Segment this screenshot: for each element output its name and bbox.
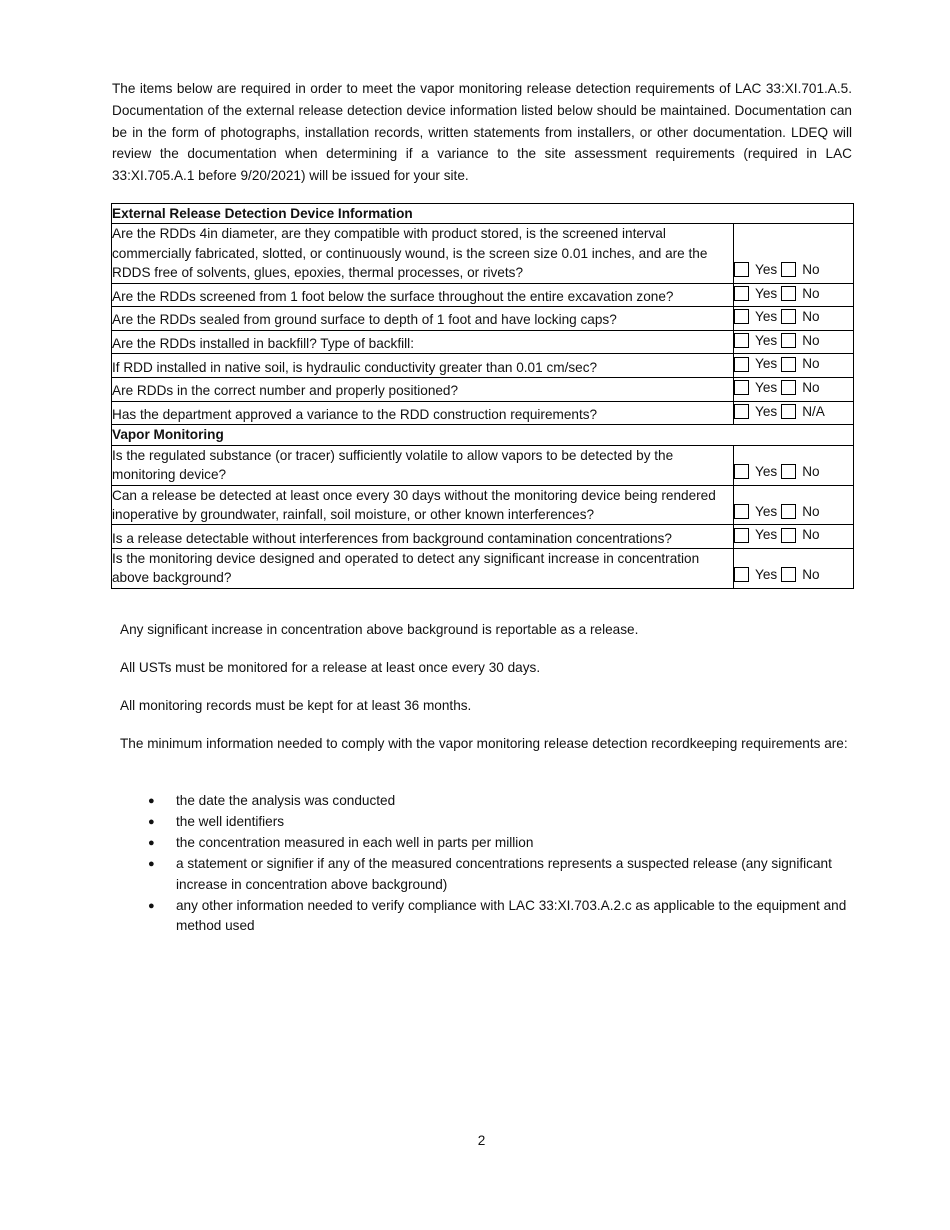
yes-checkbox[interactable] bbox=[734, 357, 749, 372]
no-label: No bbox=[802, 262, 820, 278]
answer-options bbox=[734, 548, 854, 588]
no-checkbox[interactable] bbox=[781, 286, 796, 301]
yes-checkbox[interactable] bbox=[734, 404, 749, 419]
bullet-icon: ● bbox=[148, 899, 155, 912]
yes-label: Yes bbox=[755, 380, 778, 396]
note-recordkeeping-intro: The minimum information needed to comply with the vapor monitoring release detection recordkeeping requirements are: bbox=[120, 736, 848, 751]
yes-checkbox[interactable] bbox=[734, 464, 749, 479]
table-row bbox=[112, 525, 854, 549]
list-item bbox=[120, 854, 865, 895]
na-label: N/A bbox=[802, 403, 825, 419]
note-reportable-release: Any significant increase in concentration above background is reportable as a release. bbox=[120, 622, 639, 637]
table-row bbox=[112, 401, 854, 425]
yes-label: Yes bbox=[755, 567, 778, 583]
yes-label: Yes bbox=[755, 285, 778, 301]
yes-label: Yes bbox=[755, 356, 778, 372]
yes-label: Yes bbox=[755, 463, 778, 479]
answer-options bbox=[734, 401, 854, 425]
question-text: Has the department approved a variance to the RDD construction requirements? bbox=[112, 401, 734, 425]
bullet-icon: ● bbox=[148, 837, 155, 850]
bullet-icon: ● bbox=[148, 858, 155, 871]
no-checkbox[interactable] bbox=[781, 380, 796, 395]
no-label: No bbox=[802, 463, 820, 479]
question-text: Can a release be detected at least once every 30 days without the monitoring device being rendered inoperative by groundwater, rainfall, soil moisture, or other known interferences? bbox=[112, 485, 734, 525]
rdd-checklist-table bbox=[111, 203, 854, 589]
section-header-row bbox=[112, 425, 854, 445]
answer-options bbox=[734, 354, 854, 378]
list-item-text: a statement or signifier if any of the measured concentrations represents a suspected release (any significant increase in concentration above background) bbox=[176, 856, 832, 892]
question-text: Is the regulated substance (or tracer) sufficiently volatile to allow vapors to be detected by the monitoring device? bbox=[112, 445, 734, 485]
yes-checkbox[interactable] bbox=[734, 333, 749, 348]
question-text: Are the RDDs installed in backfill? Type of backfill: bbox=[112, 330, 734, 354]
question-text: Is a release detectable without interferences from background contamination concentrations? bbox=[112, 525, 734, 549]
question-text: Are the RDDs screened from 1 foot below the surface throughout the entire excavation zone? bbox=[112, 283, 734, 307]
yes-checkbox[interactable] bbox=[734, 528, 749, 543]
answer-options bbox=[734, 485, 854, 525]
intro-paragraph: The items below are required in order to meet the vapor monitoring release detection requirements of LAC 33:XI.701.A.5. Documentation of the external release detection device information listed below should be maintained. Documentation can be in the form of photographs, installation records, written statements from installers, or other documentation. LDEQ will review the documentation when determining if a variance to the site assessment requirements (required in LAC 33:XI.705.A.1 before 9/20/2021) will be issued for your site. bbox=[112, 81, 852, 184]
yes-checkbox[interactable] bbox=[734, 262, 749, 277]
section-title-vapor-monitoring: Vapor Monitoring bbox=[112, 425, 854, 445]
no-checkbox[interactable] bbox=[781, 357, 796, 372]
no-label: No bbox=[802, 309, 820, 325]
list-item-text: any other information needed to verify compliance with LAC 33:XI.703.A.2.c as applicable to the equipment and method used bbox=[176, 897, 847, 934]
yes-checkbox[interactable] bbox=[734, 286, 749, 301]
question-text: Is the monitoring device designed and operated to detect any significant increase in concentration above background? bbox=[112, 548, 734, 588]
list-item bbox=[120, 896, 865, 937]
yes-label: Yes bbox=[755, 527, 778, 543]
table-row bbox=[112, 354, 854, 378]
recordkeeping-list bbox=[120, 791, 865, 937]
table-row bbox=[112, 224, 854, 283]
table-row bbox=[112, 485, 854, 525]
question-text: Are the RDDs sealed from ground surface to depth of 1 foot and have locking caps? bbox=[112, 307, 734, 331]
yes-label: Yes bbox=[755, 309, 778, 325]
yes-label: Yes bbox=[755, 503, 778, 519]
bullet-icon: ● bbox=[148, 816, 155, 829]
no-label: No bbox=[802, 332, 820, 348]
yes-checkbox[interactable] bbox=[734, 504, 749, 519]
no-checkbox[interactable] bbox=[781, 567, 796, 582]
question-text: Are the RDDs 4in diameter, are they compatible with product stored, is the screened interval commercially fabricated, slotted, or continuously wound, is the screen size 0.01 inches, and are the RDDS free of solvents, glues, epoxies, thermal processes, or rivets? bbox=[112, 224, 734, 283]
answer-options bbox=[734, 445, 854, 485]
na-checkbox[interactable] bbox=[781, 404, 796, 419]
no-label: No bbox=[802, 356, 820, 372]
list-item-text: the well identifiers bbox=[176, 814, 285, 830]
yes-checkbox[interactable] bbox=[734, 380, 749, 395]
section-header-row bbox=[112, 204, 854, 224]
list-item bbox=[120, 833, 865, 854]
answer-options bbox=[734, 307, 854, 331]
no-checkbox[interactable] bbox=[781, 333, 796, 348]
note-monitoring-frequency: All USTs must be monitored for a release at least once every 30 days. bbox=[120, 660, 541, 675]
table-row bbox=[112, 283, 854, 307]
no-checkbox[interactable] bbox=[781, 528, 796, 543]
yes-label: Yes bbox=[755, 332, 778, 348]
note-records-retention: All monitoring records must be kept for at least 36 months. bbox=[120, 698, 472, 713]
no-label: No bbox=[802, 380, 820, 396]
no-checkbox[interactable] bbox=[781, 262, 796, 277]
no-label: No bbox=[802, 285, 820, 301]
table-row bbox=[112, 548, 854, 588]
no-label: No bbox=[802, 567, 820, 583]
answer-options bbox=[734, 330, 854, 354]
answer-options bbox=[734, 378, 854, 402]
section-title-external-rdd: External Release Detection Device Information bbox=[112, 204, 854, 224]
yes-label: Yes bbox=[755, 403, 778, 419]
table-row bbox=[112, 445, 854, 485]
list-item bbox=[120, 812, 865, 833]
question-text: If RDD installed in native soil, is hydraulic conductivity greater than 0.01 cm/sec? bbox=[112, 354, 734, 378]
list-item-text: the concentration measured in each well in parts per million bbox=[176, 835, 534, 851]
table-row bbox=[112, 330, 854, 354]
no-label: No bbox=[802, 503, 820, 519]
page-number: 2 bbox=[477, 1133, 486, 1148]
answer-options bbox=[734, 283, 854, 307]
no-checkbox[interactable] bbox=[781, 504, 796, 519]
answer-options bbox=[734, 525, 854, 549]
no-label: No bbox=[802, 527, 820, 543]
yes-label: Yes bbox=[755, 262, 778, 278]
bullet-icon: ● bbox=[148, 795, 155, 807]
table-row bbox=[112, 378, 854, 402]
yes-checkbox[interactable] bbox=[734, 567, 749, 582]
list-item bbox=[120, 791, 865, 812]
no-checkbox[interactable] bbox=[781, 464, 796, 479]
yes-checkbox[interactable] bbox=[734, 309, 749, 324]
list-item-text: the date the analysis was conducted bbox=[176, 793, 396, 808]
question-text: Are RDDs in the correct number and properly positioned? bbox=[112, 378, 734, 402]
table-row bbox=[112, 307, 854, 331]
no-checkbox[interactable] bbox=[781, 309, 796, 324]
answer-options bbox=[734, 224, 854, 283]
